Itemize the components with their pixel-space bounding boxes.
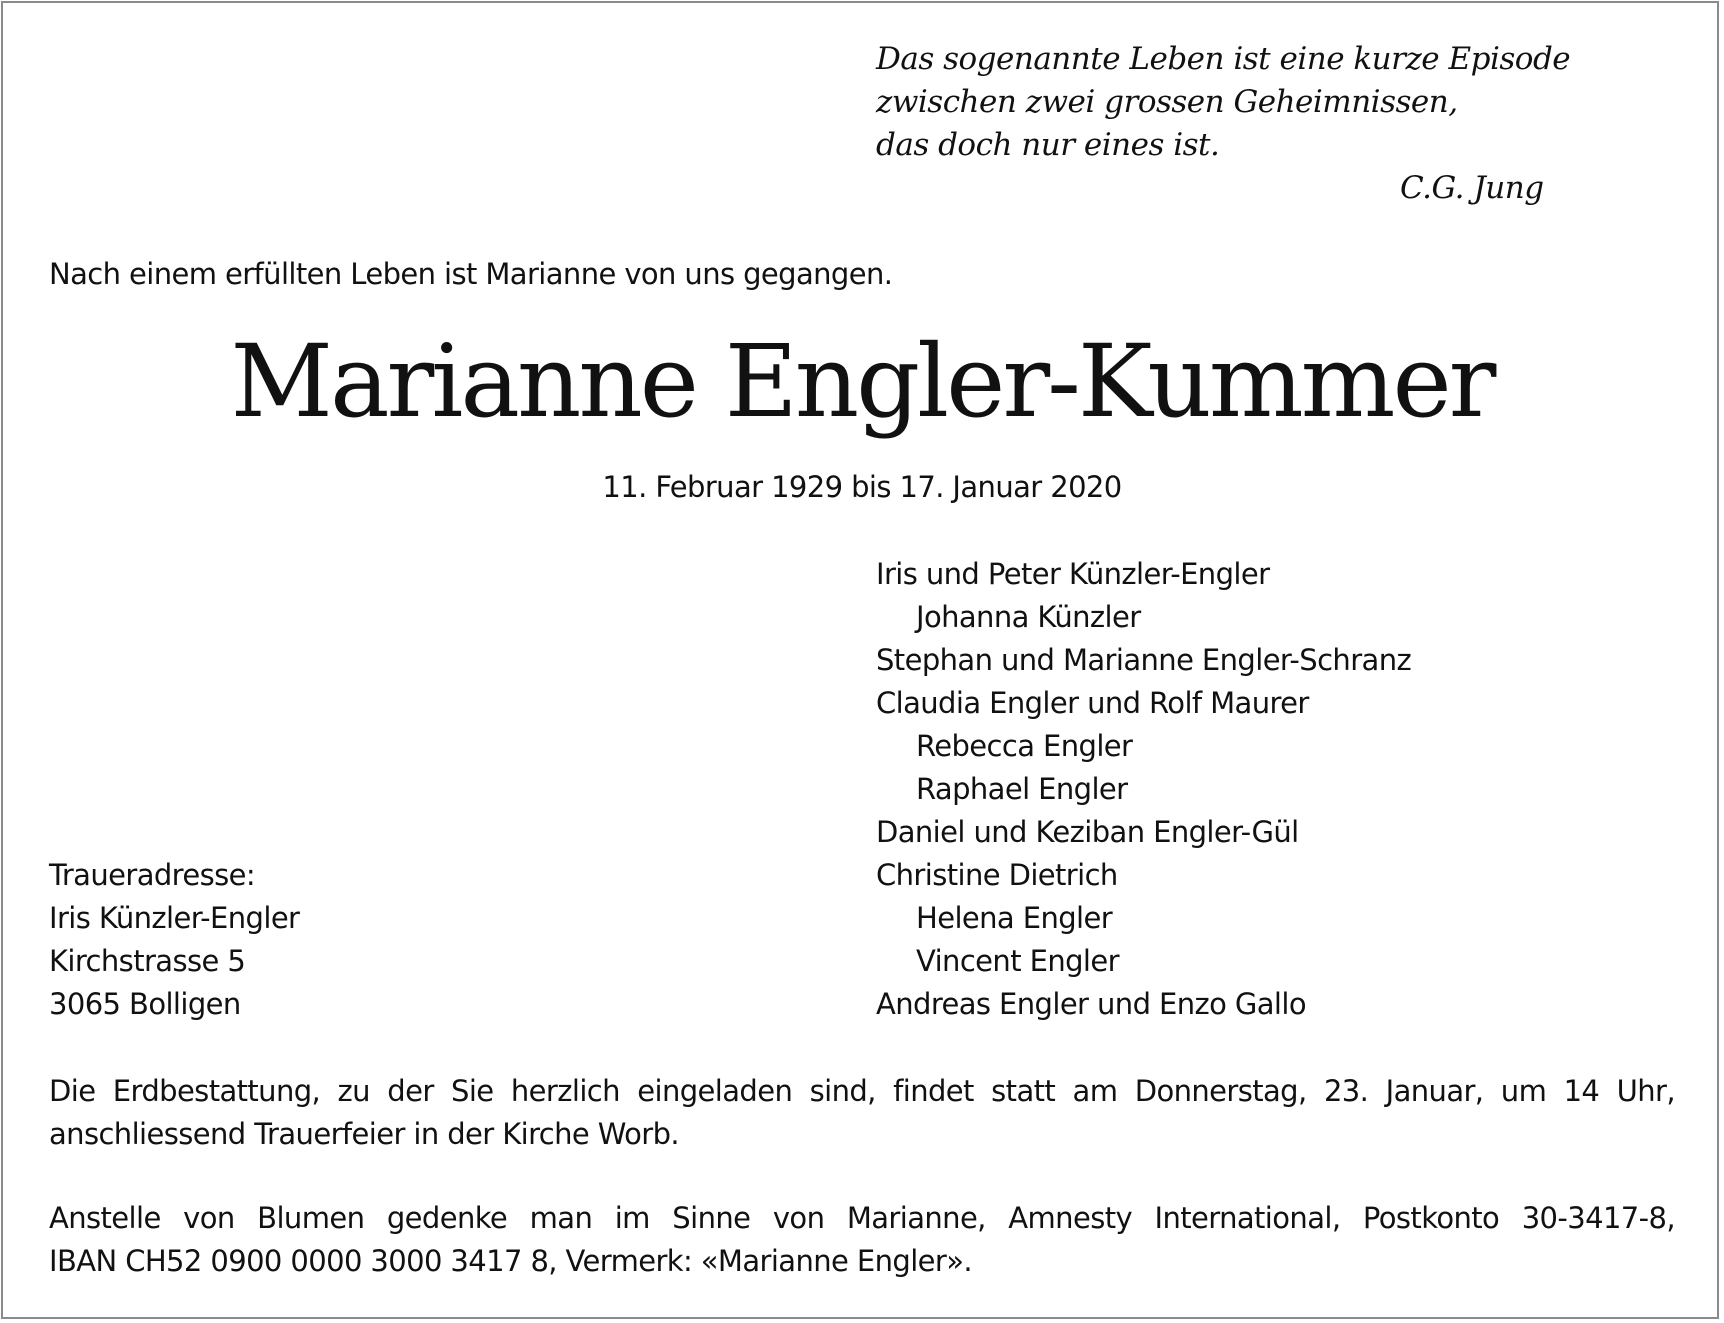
funeral-paragraph (49, 1070, 1675, 1156)
funeral-line: Die Erdbestattung, zu der Sie herzlich eingeladen sind, findet statt am Donnerstag, 23. Januar, um 14 Uhr, (49, 1074, 1675, 1108)
mourners-list (876, 553, 1696, 1026)
quote-line: zwischen zwei grossen Geheimnissen, (876, 84, 1458, 120)
address-label: Traueradresse: (49, 858, 256, 892)
mourner-entry: Rebecca Engler (916, 729, 1133, 763)
epigraph-quote (876, 38, 1571, 167)
mourning-address (49, 854, 549, 1026)
funeral-line: anschliessend Trauerfeier in der Kirche Worb. (49, 1117, 680, 1151)
donation-line: IBAN CH52 0900 0000 3000 3417 8, Vermerk: «Marianne Engler». (49, 1244, 972, 1278)
address-street: Kirchstrasse 5 (49, 944, 246, 978)
mourner-entry: Johanna Künzler (916, 600, 1141, 634)
donation-paragraph (49, 1197, 1675, 1283)
quote-line: das doch nur eines ist. (876, 127, 1220, 163)
mourner-entry: Iris und Peter Künzler-Engler (876, 557, 1270, 591)
intro-text: Nach einem erfüllten Leben ist Marianne von uns gegangen. (49, 257, 893, 291)
donation-line: Anstelle von Blumen gedenke man im Sinne von Marianne, Amnesty International, Postkonto 30-3417-8, (49, 1201, 1675, 1235)
mourner-entry: Raphael Engler (916, 772, 1128, 806)
mourner-entry: Vincent Engler (916, 944, 1119, 978)
mourner-entry: Helena Engler (916, 901, 1113, 935)
mourner-entry: Stephan und Marianne Engler-Schranz (876, 643, 1412, 677)
quote-author: C.G. Jung (1400, 170, 1544, 206)
mourner-entry: Daniel und Keziban Engler-Gül (876, 815, 1299, 849)
life-dates: 11. Februar 1929 bis 17. Januar 2020 (602, 470, 1122, 504)
mourner-entry: Claudia Engler und Rolf Maurer (876, 686, 1309, 720)
deceased-name: Marianne Engler-Kummer (230, 323, 1494, 440)
quote-line: Das sogenannte Leben ist eine kurze Episode (876, 41, 1571, 77)
address-city: 3065 Bolligen (49, 987, 241, 1021)
address-name: Iris Künzler-Engler (49, 901, 300, 935)
mourner-entry: Christine Dietrich (876, 858, 1118, 892)
mourner-entry: Andreas Engler und Enzo Gallo (876, 987, 1306, 1021)
